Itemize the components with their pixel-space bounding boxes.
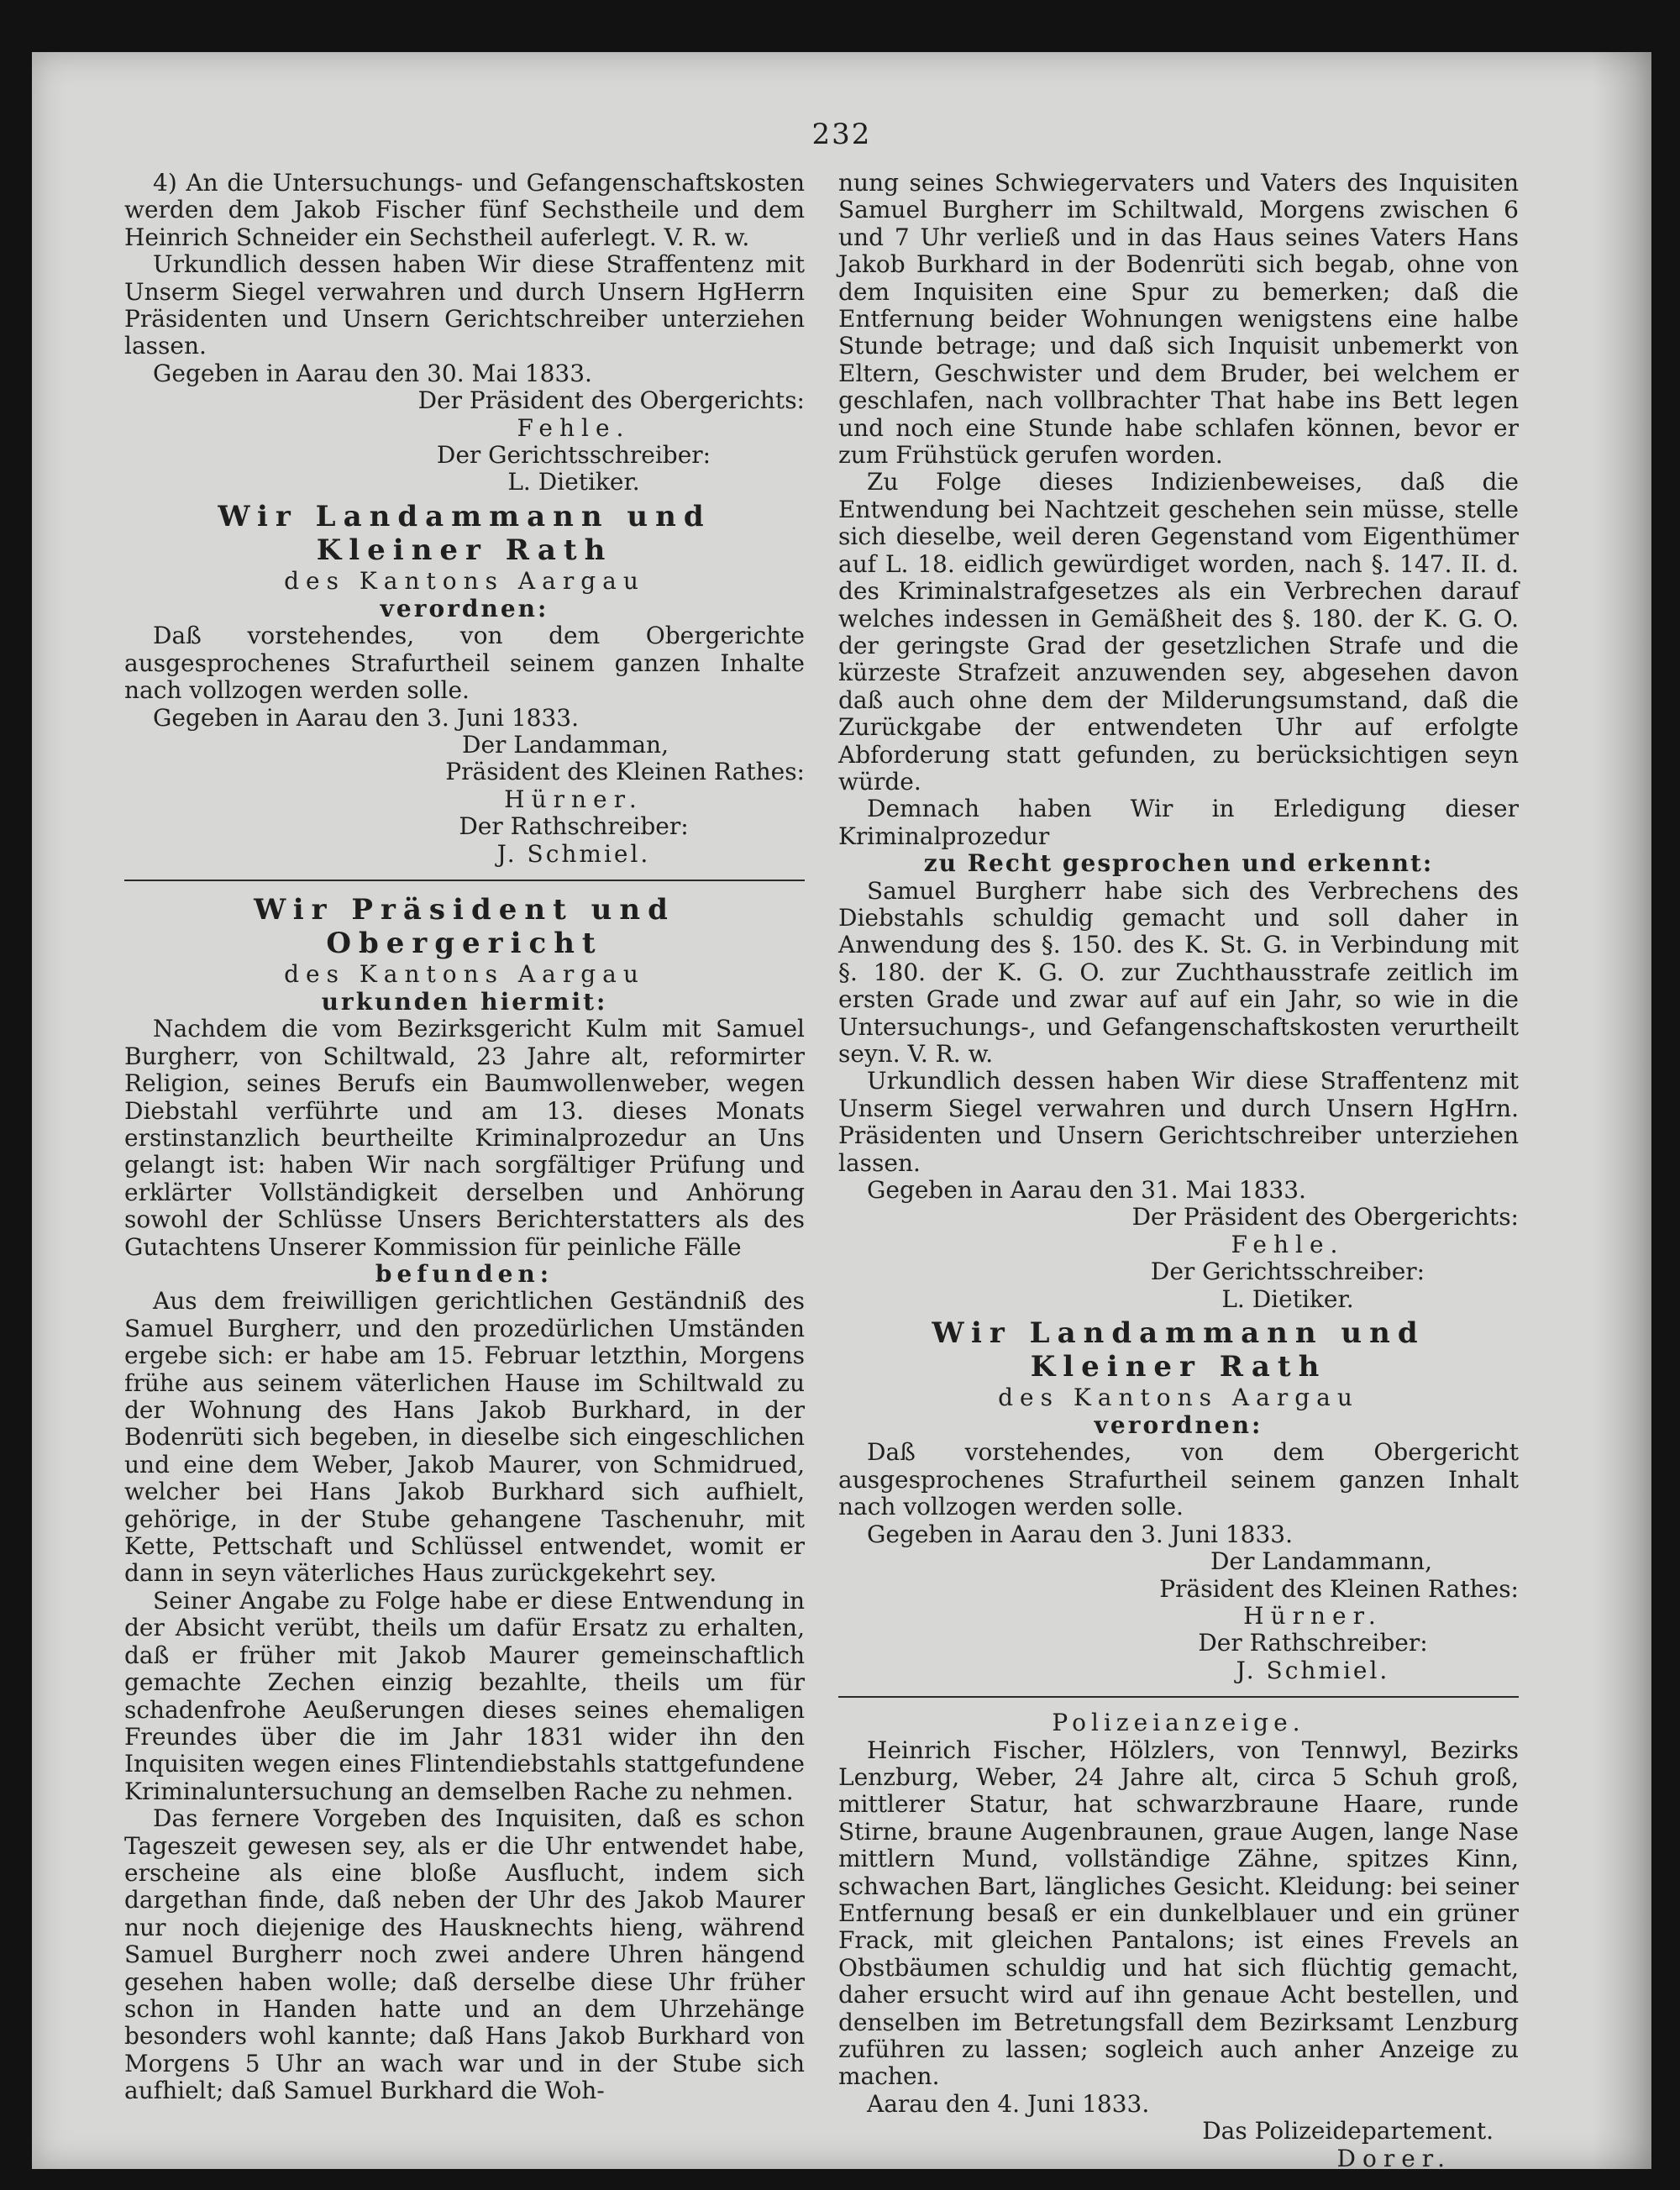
decree-heading-right: Wir Landammann und Kleiner Rath <box>932 1316 1425 1384</box>
schmiel-signature-right: J. Schmiel. <box>1236 1656 1390 1684</box>
president-title-right: Der Präsident des Obergerichts: <box>1131 1203 1519 1232</box>
seal-paragraph-right: Urkundlich dessen haben Wir diese Straffentenz mit Unserm Siegel verwahren und durch Unsern HgHrn. Präsidenten und Unsern Gerichtschreiber unterziehen lassen. <box>838 1067 1519 1177</box>
huerner-signature-right: Hürner. <box>1243 1601 1383 1630</box>
verdict-heading: zu Recht gesprochen und erkennt: <box>923 849 1434 878</box>
landammann-title: Der Landamman, <box>462 730 669 759</box>
president-title: Der Präsident des Obergerichts: <box>417 386 805 415</box>
council-president-title-right: Präsident des Kleinen Rathes: <box>1159 1574 1519 1603</box>
police-date: Aarau den 4. Juni 1833. <box>867 2089 1150 2118</box>
given-date-right: Gegeben in Aarau den 31. Mai 1833. <box>867 1176 1306 1205</box>
therefore-line: Demnach haben Wir in Erledigung dieser Kriminalprozedur <box>838 795 1519 850</box>
clerk-title-right: Der Gerichtsschreiber: <box>1150 1258 1425 1286</box>
court-subheading: des Kantons Aargau <box>284 959 645 988</box>
section-divider <box>124 880 805 881</box>
newspaper-page <box>32 52 1651 2172</box>
police-heading: Polizeianzeige. <box>1052 1709 1305 1737</box>
decree-verb: verordnen: <box>380 594 549 622</box>
finding-paragraph-1: Aus dem freiwilligen gerichtlichen Geständniß des Samuel Burgherr, und den prozedürlichen Umständen ergebe sich: er habe am 15. Februar letzthin, Morgens frühe aus seinem väterlichen Hause im Schiltwald zu der Wohnung des Hans Jakob Burkhard, in der Bodenrüti sich begeben, in dieselbe sich eingeschlichen und eine dem Weber, Jakob Maurer, von Schmidrued, welcher bei Hans Jakob Burkhard sich aufhielt, gehörige, in der Stube gehangene Taschenuhr, mit Kette, Pettschaft und Schlüssel entwendet, womit er dann in seyn väterliches Haus zurückgekehrt sey. <box>124 1287 805 1588</box>
clerk-name: L. Dietiker. <box>507 468 640 496</box>
right-column <box>838 170 1519 2172</box>
decree-subheading-right: des Kantons Aargau <box>998 1384 1359 1412</box>
finding-paragraph-2: Seiner Angabe zu Folge habe er diese Entwendung in der Absicht verübt, theils um dafür Ersatz zu erhalten, daß er früher mit Jakob Maurer gemeinschaftlich gemachte Zechen einzig bezahlte, theils um für schadenfrohe Aeußerungen dieses seines ehemaligen Freundes über die im Jahr 1831 wider ihn den Inquisiten wegen eines Flintendiebstahls stattgefundene Kriminaluntersuchung an demselben Rache zu nehmen. <box>124 1586 805 1805</box>
rath-clerk-title-right: Der Rathschreiber: <box>1198 1629 1428 1657</box>
landammann-title-right: Der Landammann, <box>1210 1547 1432 1576</box>
finding-paragraph-3: Das fernere Vorgeben des Inquisiten, daß es schon Tageszeit gewesen sey, als er die Uhr entwendet habe, erscheine als eine bloße Ausflucht, indem sich dargethan finde, daß neben der Uhr des Jakob Maurer nur noch diejenige des Hausknechts hieng, während Samuel Burgherr noch zwei andere Uhren hängend gesehen haben wolle; daß derselbe diese Uhr früher schon in Handen hatte und an dem Uhrzehänge besonders wohl kannte; daß Hans Jakob Burkhard von Morgens 5 Uhr an wach war und in der Stube sich aufhielt; daß Samuel Burkhard die Woh- <box>124 1804 805 2105</box>
decree-verb-right: verordnen: <box>1094 1411 1263 1440</box>
decree-date-right: Gegeben in Aarau den 3. Juni 1833. <box>867 1520 1294 1548</box>
decree-subheading: des Kantons Aargau <box>284 566 645 595</box>
clerk-title: Der Gerichtsschreiber: <box>436 441 711 470</box>
court-heading: Wir Präsident und Obergericht <box>254 892 675 960</box>
schmiel-signature: J. Schmiel. <box>496 839 651 868</box>
page-number: 232 <box>811 118 872 151</box>
decree-text-right: Daß vorstehendes, von dem Obergericht ausgesprochenes Strafurtheil seinem ganzen Inhalt nach vollzogen werden solle. <box>838 1438 1519 1521</box>
police-notice: Heinrich Fischer, Hölzlers, von Tennwyl, Bezirks Lenzburg, Weber, 24 Jahre alt, circa 5 Schuh groß, mittlerer Statur, hat schwarzbraune Haare, runde Stirne, braune Augenbraunen, graue Augen, lange Nase mittlern Mund, vollständige Zähne, spitzes Kinn, schwachen Bart, längliches Gesicht. Kleidung: bei seiner Entfernung besaß er ein dunkelblauer und ein grüner Frack, mit gleichen Pantalons; ist eines Frevels an Obstbäumen schuldig und hat sich flüchtig gemacht, daher ersucht wird auf ihn genaue Acht bestellen, und denselben im Betretungsfall dem Bezirksamt Lenzburg zuführen zu lassen; sogleich auch anher Anzeige zu machen. <box>838 1736 1519 2091</box>
decree-text: Daß vorstehendes, von dem Obergerichte ausgesprochenes Strafurtheil seinem ganzen Inhalte nach vollzogen werden solle. <box>124 622 805 705</box>
verdict-paragraph: Samuel Burgherr habe sich des Verbrechens des Diebstahls schuldig gemacht und soll daher in Anwendung des §. 150. des K. St. G. in Verbindung mit §. 180. der K. G. O. zur Zuchthausstrafe zeitlich im ersten Grade und zwar auf auf ein Jahr, so wie in die Untersuchungs-, und Gefangenschaftskosten verurtheilt seyn. V. R. w. <box>838 876 1519 1068</box>
continuation-paragraph: nung seines Schwiegervaters und Vaters des Inquisiten Samuel Burgherr im Schiltwald, Morgens zwischen 6 und 7 Uhr verließ und in das Haus seines Vaters Hans Jakob Burkhard in der Bodenrüti sich begab, ohne von dem Inquisiten eine Spur zu bemerken; daß die Entfernung beider Wohnungen wenigstens eine halbe Stunde betrage; und daß sich Inquisit unbemerkt von Eltern, Geschwister und dem Bruder, bei welchem er geschlafen, nach vollbrachter That habe ins Bett legen und noch eine Stunde habe schlafen können, bevor er zum Frühstück gerufen worden. <box>838 169 1519 470</box>
president-name: Fehle. <box>517 413 631 442</box>
page-fold-shadow <box>1593 52 1651 2169</box>
given-date: Gegeben in Aarau den 30. Mai 1833. <box>153 359 592 387</box>
rath-clerk-title: Der Rathschreiber: <box>459 812 689 841</box>
consequence-paragraph: Zu Folge dieses Indizienbeweises, daß die Entwendung bei Nachtzeit geschehen sein müsse, stelle sich dieselbe, weil deren Gegenstand vom Eigenthümer auf L. 18. eidlich gewürdiget worden, nach §. 147. II. d. des Kriminalstrafgesetzes als ein Verbrechen darauf welches indessen in Gemäßheit des §. 180. der K. G. O. der geringste Grad der gesetzlichen Strafe und die kürzeste Strafzeit anzuwenden sey, abgesehen davon daß auch ohne dem der Milderungsumstand, daß die Zurückgabe der entwendeten Uhr auf erfolgte Abforderung statt gefunden, zu berücksichtigen seyn würde. <box>838 468 1519 796</box>
befunden-heading: befunden: <box>375 1260 554 1288</box>
decree-date: Gegeben in Aarau den 3. Juni 1833. <box>153 703 580 732</box>
clerk-name-right: L. Dietiker. <box>1221 1284 1354 1313</box>
huerner-signature: Hürner. <box>504 785 643 813</box>
left-column <box>124 170 805 2105</box>
costs-clause: 4) An die Untersuchungs- und Gefangenschaftskosten werden dem Jakob Fischer fünf Sechstheile und dem Heinrich Schneider ein Sechstheil auferlegt. V. R. w. <box>124 169 805 251</box>
decree-heading: Wir Landammann und Kleiner Rath <box>218 499 711 567</box>
police-department: Das Polizeidepartement. <box>1202 2117 1494 2145</box>
section-divider-right <box>838 1696 1519 1698</box>
seal-paragraph: Urkundlich dessen haben Wir diese Straffentenz mit Unserm Siegel verwahren und durch Unsern HgHerrn Präsidenten und Unsern Gerichtschreiber unterziehen lassen. <box>124 250 805 360</box>
president-name-right: Fehle. <box>1231 1230 1345 1258</box>
court-intro: Nachdem die vom Bezirksgericht Kulm mit Samuel Burgherr, von Schiltwald, 23 Jahre alt, reformirter Religion, seines Berufs ein Baumwollenweber, wegen Diebstahl verführte und am 13. dieses Monats erstinstanzlich beurtheilte Kriminalprozedur an Uns gelangt ist: haben Wir nach sorgfältiger Prüfung und erklärter Vollständigkeit derselben und Anhörung sowohl der Schlüsse Unsers Berichterstatters als des Gutachtens Unserer Kommission für peinliche Fälle <box>124 1015 805 1261</box>
dorer-signature: Dorer. <box>1336 2144 1452 2172</box>
court-verb: urkunden hiermit: <box>321 987 608 1016</box>
council-president-title: Präsident des Kleinen Rathes: <box>445 758 805 786</box>
